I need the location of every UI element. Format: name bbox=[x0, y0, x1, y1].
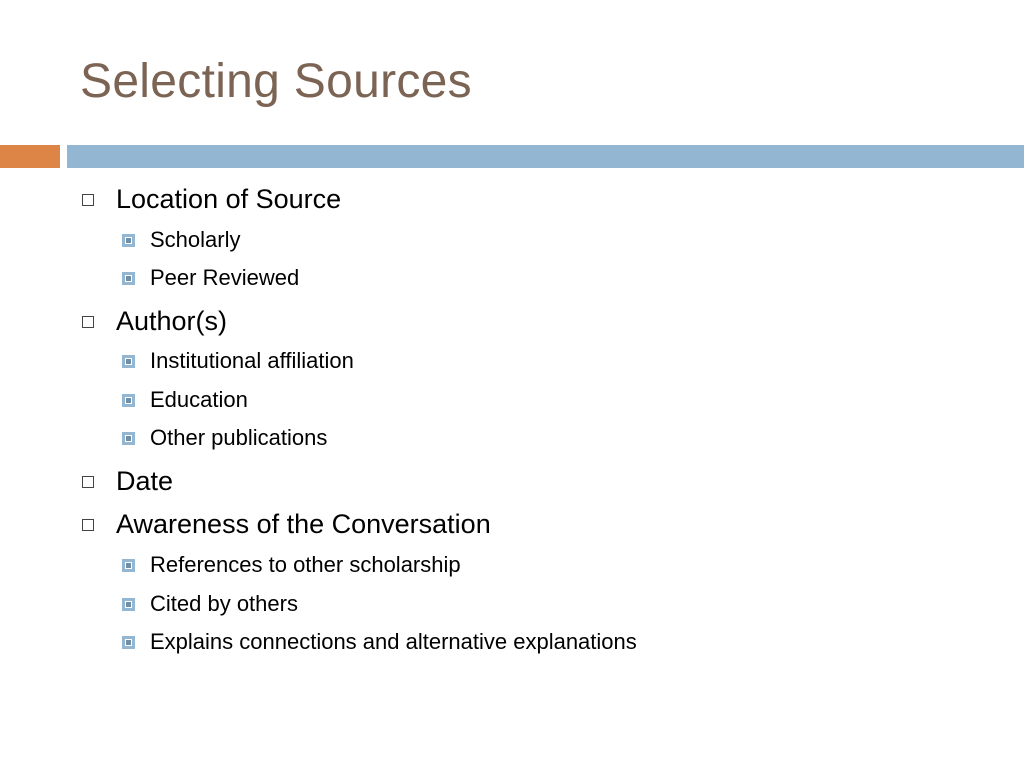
bullet-item-awareness-of-the-conversation bbox=[116, 508, 491, 540]
square-bullet-icon bbox=[122, 394, 135, 407]
sub-bullet-item-education bbox=[150, 387, 248, 413]
hollow-square-bullet-icon bbox=[82, 519, 94, 531]
sub-bullet-text: Peer Reviewed bbox=[150, 265, 300, 290]
hollow-square-bullet-icon bbox=[82, 316, 94, 328]
sub-bullet-item-peer-reviewed bbox=[150, 265, 299, 291]
bullet-item-authors bbox=[116, 305, 227, 337]
bullet-text: Date bbox=[116, 466, 174, 496]
sub-bullet-item-other-publications bbox=[150, 425, 327, 451]
sub-bullet-item-scholarly bbox=[150, 227, 240, 253]
bullet-text: Author(s) bbox=[116, 306, 228, 336]
sub-bullet-item-explains-connections bbox=[150, 629, 637, 655]
sub-bullet-text: Institutional affiliation bbox=[150, 348, 354, 373]
square-bullet-icon bbox=[122, 598, 135, 611]
square-bullet-icon bbox=[122, 636, 135, 649]
square-bullet-icon bbox=[122, 272, 135, 285]
bullet-item-location-of-source bbox=[116, 183, 341, 215]
sub-bullet-text: Scholarly bbox=[150, 227, 241, 252]
bullet-item-date bbox=[116, 465, 173, 497]
hollow-square-bullet-icon bbox=[82, 476, 94, 488]
square-bullet-icon bbox=[122, 559, 135, 572]
bullet-text: Awareness of the Conversation bbox=[116, 509, 491, 539]
square-bullet-icon bbox=[122, 432, 135, 445]
sub-bullet-text: Education bbox=[150, 387, 248, 412]
bullet-text: Location of Source bbox=[116, 184, 342, 214]
hollow-square-bullet-icon bbox=[82, 194, 94, 206]
sub-bullet-text: Other publications bbox=[150, 425, 328, 450]
sub-bullet-item-references bbox=[150, 552, 461, 578]
square-bullet-icon bbox=[122, 355, 135, 368]
sub-bullet-text: Cited by others bbox=[150, 591, 298, 616]
sub-bullet-text: References to other scholarship bbox=[150, 552, 461, 577]
sub-bullet-item-cited-by-others bbox=[150, 591, 298, 617]
square-bullet-icon bbox=[122, 234, 135, 247]
sub-bullet-item-institutional-affiliation bbox=[150, 348, 354, 374]
slide-title: Selecting Sources bbox=[80, 55, 472, 108]
sub-bullet-text: Explains connections and alternative explanations bbox=[150, 629, 637, 654]
